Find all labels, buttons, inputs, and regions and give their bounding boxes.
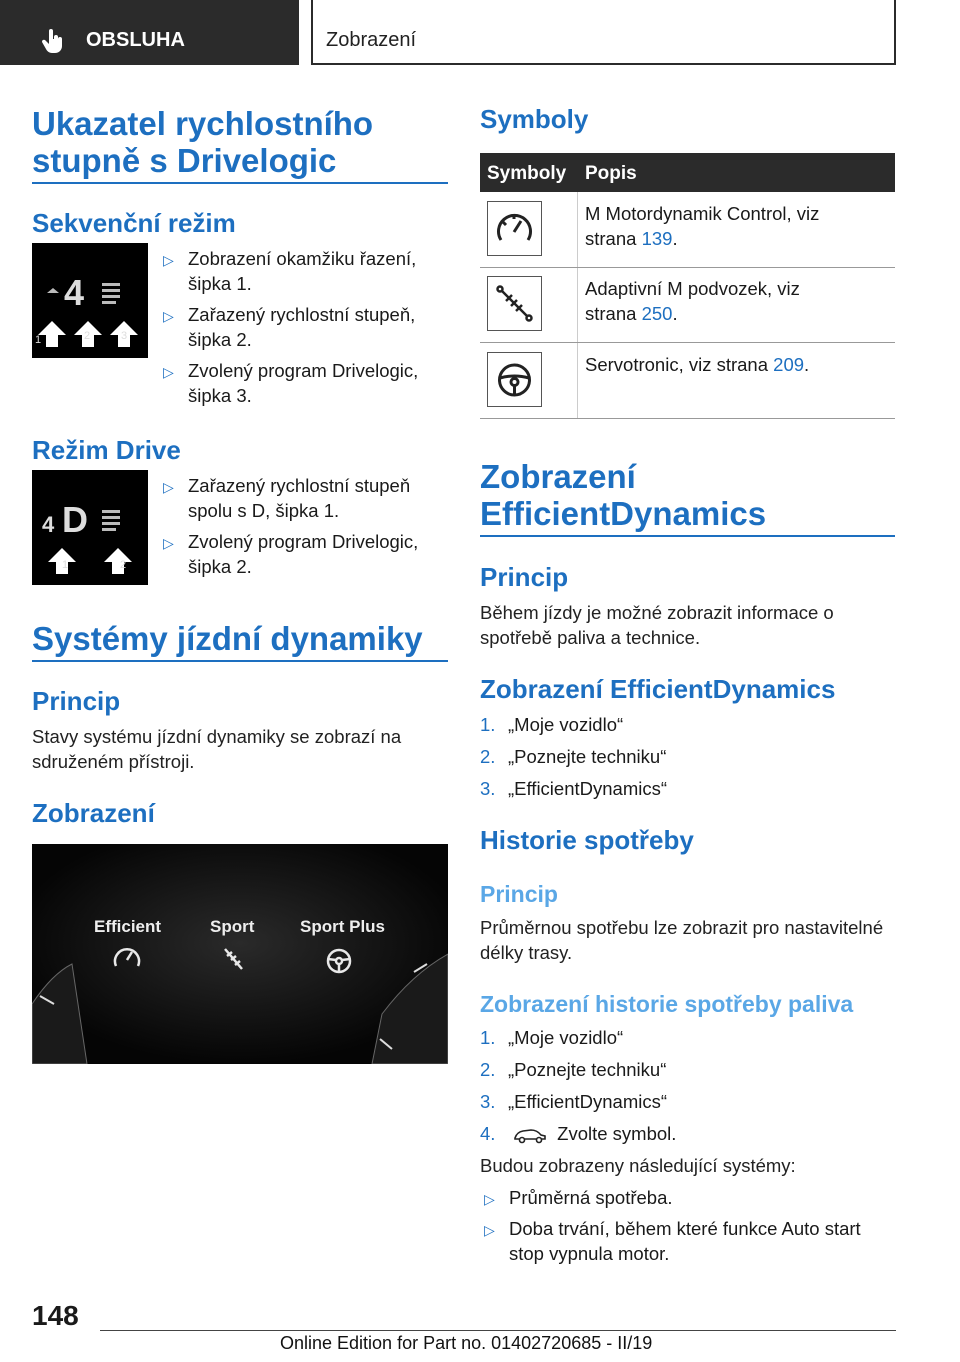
history-list	[484, 1185, 884, 1272]
list-item: 1. „Moje vozidlo“	[480, 714, 624, 735]
symbols-heading: Symboly	[480, 104, 589, 134]
list-item: ▷ Průměrná spotřeba.	[484, 1187, 673, 1208]
page-link[interactable]: 139	[641, 228, 673, 249]
list-item: ▷ Zobrazení okamžiku řazení, šipka 1.	[163, 248, 417, 294]
ed-principle-heading: Princip	[480, 562, 569, 592]
dynamics-display-heading: Zobrazení	[32, 798, 155, 828]
list-item: 2. „Poznejte techniku“	[480, 1059, 667, 1080]
table-row: Servotronic, viz strana 209.	[585, 354, 810, 375]
col-header-desc: Popis	[585, 163, 637, 184]
section-tab	[0, 0, 299, 65]
row-divider	[480, 342, 895, 343]
svg-text:1: 1	[35, 334, 42, 346]
history-display-heading: Zobrazení historie spotřeby paliva	[480, 991, 854, 1017]
dynamics-principle-text: Stavy systému jízdní dynamiky se zobrazí na sdruženém přístroji.	[32, 726, 402, 772]
list-item: 3. „EfficientDynamics“	[480, 778, 668, 799]
svg-text:3: 3	[121, 330, 128, 342]
svg-text:2: 2	[120, 559, 127, 571]
subsection-label: Zobrazení	[326, 29, 417, 51]
svg-text:2: 2	[84, 330, 91, 342]
ed-title-line2: EfficientDynamics	[480, 495, 767, 532]
sequential-list	[163, 246, 448, 414]
row-divider	[480, 418, 895, 419]
list-item: 3. „EfficientDynamics“	[480, 1091, 668, 1112]
history-principle-heading: Princip	[480, 881, 558, 907]
table-row: Adaptivní M podvozek, viz strana 250.	[585, 278, 800, 324]
history-heading: Historie spotřeby	[480, 825, 694, 855]
page-link[interactable]: 250	[641, 303, 673, 324]
list-item: 2. „Poznejte techniku“	[480, 746, 667, 767]
ed-principle-text: Během jízdy je možné zobrazit informace o spotřebě paliva a technice.	[480, 602, 834, 648]
list-item: ▷ Zvolený program Drivelogic, šipka 2.	[163, 531, 419, 577]
page-link[interactable]: 209	[773, 354, 805, 375]
list-item: ▷ Zařazený rychlostní stupeň, šipka 2.	[163, 304, 416, 350]
dynamics-principle-heading: Princip	[32, 686, 121, 716]
list-item: ▷ Zařazený rychlostní stupeň spolu s D, šipka 1.	[163, 475, 411, 521]
dynamics-title: Systémy jízdní dynamiky	[32, 620, 423, 657]
dash-label-sport-plus: Sport Plus	[300, 917, 386, 936]
ed-rule	[480, 535, 895, 537]
history-intro: Budou zobrazeny následující systémy:	[480, 1155, 796, 1176]
dash-label-sport: Sport	[210, 917, 255, 936]
sequential-heading: Sekvenční režim	[32, 208, 236, 238]
drivelogic-title	[32, 105, 373, 179]
suspension-icon	[487, 276, 542, 331]
drivelogic-title-line2: stupně s Drivelogic	[32, 142, 337, 179]
subsection-tab	[311, 0, 896, 65]
history-principle-text: Průměrnou spotřebu lze zobrazit pro nastavitelné délky trasy.	[480, 917, 884, 963]
ed-display-heading: Zobrazení EfficientDynamics	[480, 674, 836, 704]
drive-list	[163, 473, 448, 585]
list-item: ▷ Zvolený program Drivelogic, šipka 3.	[163, 360, 419, 406]
list-item: 1. „Moje vozidlo“	[480, 1027, 624, 1048]
page-number: 148	[32, 1300, 79, 1331]
instrument-cluster-image	[32, 844, 448, 1064]
ed-title	[480, 458, 766, 532]
col-header-symbols: Symboly	[487, 163, 567, 184]
table-row: M Motordynamik Control, viz strana 139.	[585, 203, 820, 249]
drive-heading: Režim Drive	[32, 435, 181, 465]
svg-text:1: 1	[62, 559, 69, 571]
gauge-icon	[487, 201, 542, 256]
row-divider	[480, 267, 895, 268]
table-column-divider	[577, 192, 578, 418]
drive-mode-image	[32, 470, 148, 585]
steering-wheel-icon	[487, 352, 542, 407]
list-item: 4. Zvolte symbol.	[480, 1123, 677, 1144]
dash-label-efficient: Efficient	[94, 917, 162, 936]
hand-pointer-icon	[40, 28, 66, 54]
symbols-table-header	[480, 153, 895, 192]
section-label: OBSLUHA	[86, 29, 185, 51]
list-item: ▷ Doba trvání, během které funkce Auto start stop vypnula motor.	[484, 1218, 861, 1264]
edition-note: Online Edition for Part no. 01402720685 - II/19	[280, 1333, 653, 1353]
svg-text:D: D	[62, 499, 88, 540]
svg-text:4: 4	[42, 512, 55, 537]
dynamics-rule	[32, 660, 448, 662]
svg-text:4: 4	[64, 272, 85, 313]
footer-rule	[100, 1330, 896, 1331]
car-icon	[513, 1126, 549, 1144]
sequential-mode-image	[32, 243, 148, 358]
drivelogic-title-line1: Ukazatel rychlostního	[32, 105, 374, 142]
ed-title-line1: Zobrazení	[480, 458, 636, 495]
title-rule	[32, 182, 448, 184]
